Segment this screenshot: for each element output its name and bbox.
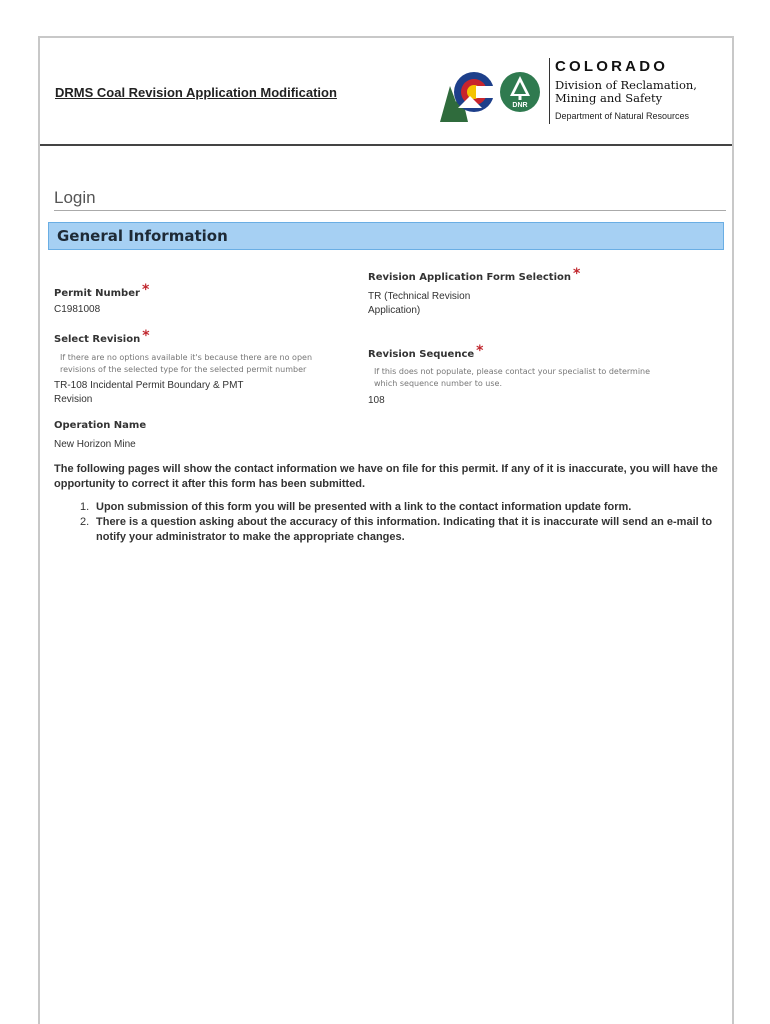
dnr-badge-text: DNR	[512, 102, 528, 109]
permit-number-value: C1981008	[54, 304, 101, 315]
required-asterisk: *	[573, 266, 581, 282]
list-item-number: 1.	[80, 501, 90, 513]
division-line-1: Division of Reclamation,	[555, 78, 697, 92]
list-item-number: 2.	[80, 516, 90, 528]
list-item-text: There is a question asking about the accuracy of this information. Indicating that it is inaccurate will send an e-mail to notify your administrator to make the appropriate changes.	[96, 516, 713, 543]
login-heading: Login	[54, 188, 726, 211]
notes-list	[80, 500, 725, 545]
select-revision-value: TR-108 Incidental Permit Boundary & PMT Revision	[54, 380, 244, 405]
logo-divider	[549, 58, 550, 124]
form-header	[40, 38, 732, 146]
section-title: General Information	[57, 227, 228, 245]
contact-info-intro: The following pages will show the contact information we have on file for this permit. If any of it is inaccurate, you will have the opportunity to correct it after this form has been submitted.	[54, 463, 718, 490]
permit-number-label: Permit Number *	[54, 282, 150, 299]
division-name	[555, 79, 697, 105]
list-item	[80, 500, 725, 515]
list-item	[80, 515, 725, 545]
select-revision-label: Select Revision *	[54, 328, 150, 345]
form-selection-label: Revision Application Form Selection *	[368, 266, 581, 283]
form-selection-value: TR (Technical Revision Application)	[368, 291, 471, 316]
department-name: Department of Natural Resources	[555, 111, 690, 121]
required-asterisk: *	[476, 343, 484, 359]
operation-name-value: New Horizon Mine	[54, 439, 136, 450]
logo-text-block	[555, 58, 697, 121]
form-page	[38, 36, 734, 1024]
list-item-text: Upon submission of this form you will be presented with a link to the contact information update form.	[96, 501, 632, 513]
operation-name-label: Operation Name	[54, 420, 147, 431]
revision-sequence-value: 108	[368, 395, 385, 406]
colorado-logo-icon	[438, 56, 550, 128]
revision-sequence-hint: If this does not populate, please contact your specialist to determine which sequence number to use.	[374, 367, 651, 388]
select-revision-hint: If there are no options available it's because there are no open revisions of the selected type for the selected permit number	[60, 353, 313, 374]
division-line-2: Mining and Safety	[555, 91, 663, 105]
document-title: DRMS Coal Revision Application Modification	[55, 85, 337, 100]
required-asterisk: *	[141, 282, 150, 298]
colorado-wordmark: COLORADO	[555, 58, 669, 75]
required-asterisk: *	[142, 328, 150, 344]
section-header-general-information	[48, 222, 724, 250]
colorado-drms-logo	[438, 56, 718, 128]
revision-sequence-label: Revision Sequence *	[368, 343, 484, 360]
